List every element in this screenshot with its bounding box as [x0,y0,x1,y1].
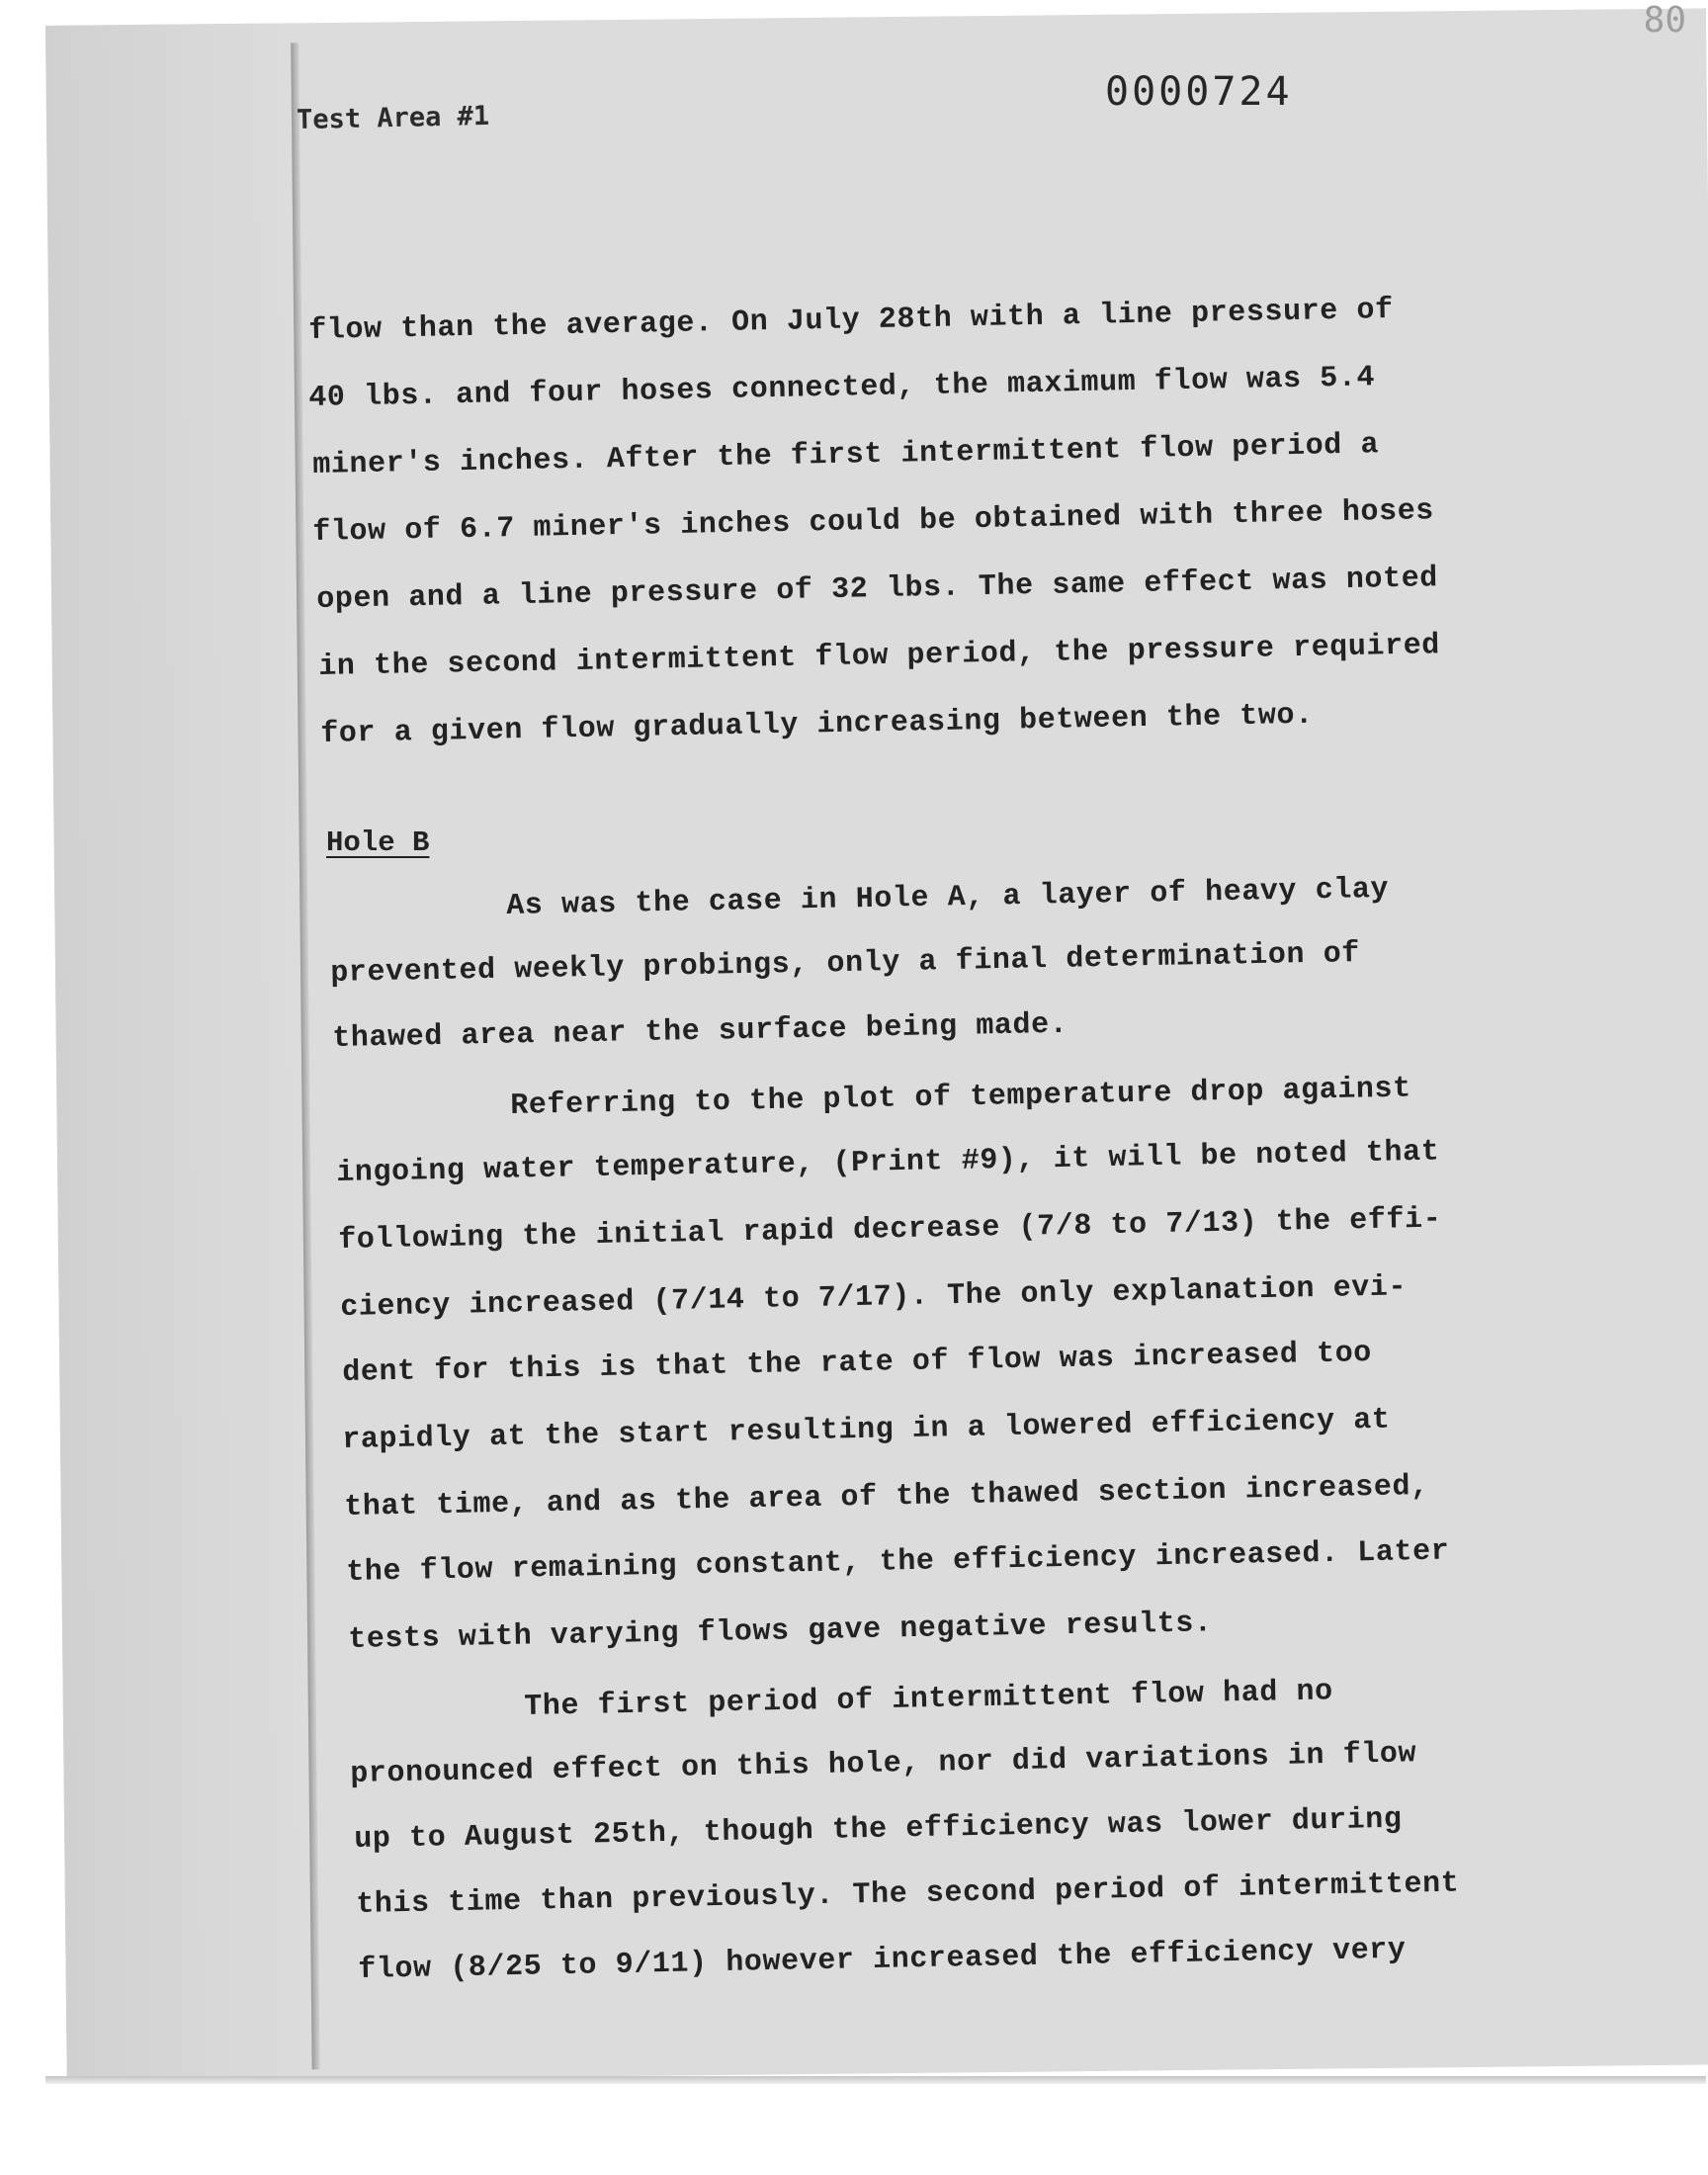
text-line: rapidly at the start resulting in a lowered efficiency at [342,1403,1391,1457]
text-line: miner's inches. After the first intermittent flow period a [312,428,1380,482]
text-line: ciency increased (7/14 to 7/17). The only explanation evi- [340,1270,1408,1325]
text-line: in the second intermittent flow period, the pressure required [318,629,1441,684]
document-control-number: 0000724 [1105,69,1293,115]
text-line: for a given flow gradually increasing between the two. [320,698,1315,751]
text-line: dent for this is that the rate of flow was increased too [342,1337,1373,1390]
header-test-area: Test Area #1 [296,100,490,136]
text-line: 40 lbs. and four hoses connected, the maximum flow was 5.4 [308,361,1376,415]
text-line: up to August 25th, though the efficiency was lower during [354,1802,1403,1857]
text-line: this time than previously. The second period of intermittent [356,1867,1460,1922]
paper-bottom-edge [45,2076,1706,2084]
text-line: that time, and as the area of the thawed section increased, [344,1469,1430,1524]
text-line: pronounced effect on this hole, nor did variations in flow [350,1737,1417,1791]
corner-page-number: 80 [1643,0,1686,41]
text-line: tests with varying flows gave negative results. [348,1607,1213,1657]
text-line: ingoing water temperature, (Print #9), it will be noted that [336,1135,1440,1190]
text-line: Referring to the plot of temperature drop against [510,1072,1412,1123]
text-line: prevented weekly probings, only a final determination of [330,937,1361,991]
text-line: thawed area near the surface being made. [332,1007,1068,1056]
section-heading: Hole B [326,826,430,859]
text-line: flow than the average. On July 28th with a line pressure of [308,293,1395,348]
text-line: flow of 6.7 miner's inches could be obtained with three hoses [312,494,1435,550]
text-line: flow (8/25 to 9/11) however increased the efficiency very [358,1933,1407,1987]
text-line: the flow remaining constant, the efficiency increased. Later [346,1534,1450,1590]
text-line: following the initial rapid decrease (7/8 to 7/13) the effi- [338,1202,1442,1258]
text-line: open and a line pressure of 32 lbs. The same effect was noted [316,562,1439,617]
text-line: As was the case in Hole A, a layer of heavy clay [506,872,1390,923]
text-line: The first period of intermittent flow had no [524,1675,1334,1724]
